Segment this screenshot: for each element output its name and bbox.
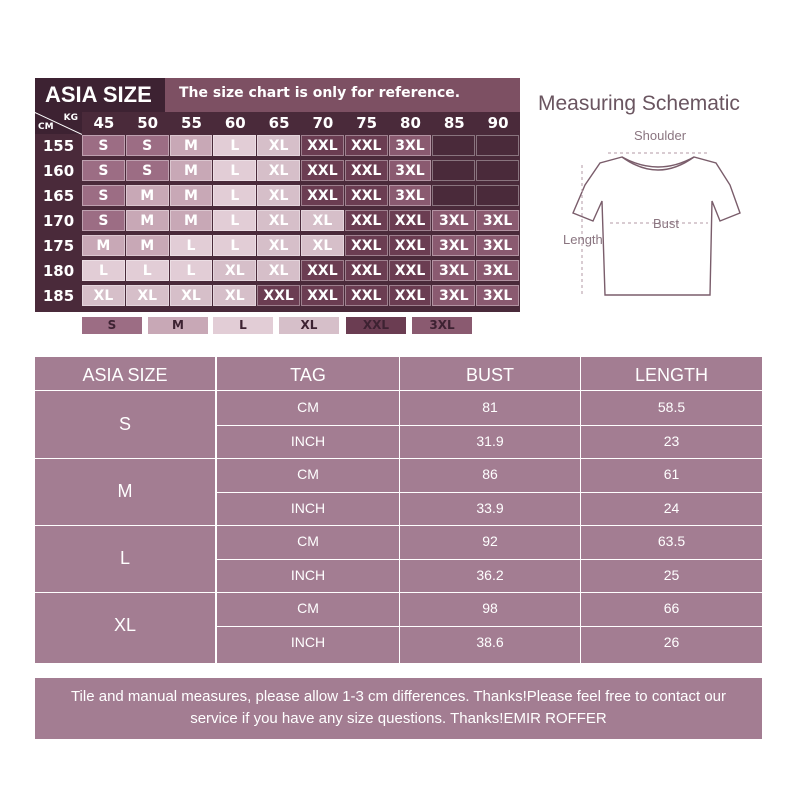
measure-bust: 86 [482, 466, 498, 482]
footer-note [35, 678, 762, 739]
size-cell [432, 185, 475, 206]
size-cell: XXL [301, 160, 344, 181]
size-cell: 3XL [432, 260, 475, 281]
header-bust: BUST [465, 365, 514, 385]
size-label: M [117, 481, 133, 501]
height-header: 165 [42, 187, 75, 205]
bust-label: Bust [653, 216, 680, 231]
measure-tag: CM [297, 399, 319, 415]
size-cell: 3XL [476, 260, 519, 281]
size-cell: S [82, 160, 125, 181]
size-cell: XL [126, 285, 169, 306]
size-cell: XXL [345, 135, 388, 156]
size-cell: 3XL [389, 160, 432, 181]
size-cell: XXL [257, 285, 300, 306]
legend-swatch: 3XL [412, 317, 472, 334]
size-cell: S [126, 160, 169, 181]
size-cell: M [82, 235, 125, 256]
height-header: 160 [42, 162, 75, 180]
size-label: XL [113, 615, 137, 635]
weight-header: 85 [443, 114, 465, 132]
size-cell: S [82, 210, 125, 231]
size-cell: XXL [389, 260, 432, 281]
row-divider [217, 425, 762, 426]
weight-header: 80 [400, 114, 421, 132]
measure-tag: INCH [290, 566, 326, 583]
measure-length: 24 [663, 499, 680, 516]
header-asia-size: ASIA SIZE [82, 365, 168, 385]
height-header: 155 [42, 137, 75, 155]
size-cell: XL [257, 260, 300, 281]
weight-header: 65 [268, 114, 290, 132]
size-cell: XL [257, 210, 300, 231]
size-cell: XL [213, 260, 256, 281]
size-cell [476, 185, 519, 206]
header-length: LENGTH [634, 365, 708, 385]
corner-kg-label: KG [63, 113, 78, 123]
weight-header: 90 [487, 114, 509, 132]
size-cell: L [170, 260, 213, 281]
size-cell: L [170, 235, 213, 256]
height-header: 180 [42, 262, 75, 280]
height-header: 170 [42, 212, 75, 230]
measure-length: 63.5 [657, 533, 686, 549]
size-cell: M [170, 210, 213, 231]
measure-tag: CM [297, 466, 319, 482]
measure-tag: INCH [290, 633, 326, 650]
size-cell: XXL [301, 260, 344, 281]
size-cell: M [126, 235, 169, 256]
measure-bust: 38.6 [476, 633, 504, 650]
weight-header: 55 [181, 114, 202, 132]
size-cell: XXL [389, 210, 432, 231]
size-cell: L [213, 210, 256, 231]
size-cell: M [170, 185, 213, 206]
weight-header: 60 [224, 114, 246, 132]
size-cell: L [82, 260, 125, 281]
size-cell: XL [257, 160, 300, 181]
measure-length: 25 [663, 566, 680, 583]
schematic-title: Measuring Schematic [538, 92, 740, 115]
measure-tag: CM [297, 600, 319, 616]
size-cell: 3XL [432, 210, 475, 231]
size-cell: XXL [345, 185, 388, 206]
size-cell: XL [301, 210, 344, 231]
size-cell: L [213, 160, 256, 181]
weight-header: 75 [356, 114, 378, 132]
size-cell: XL [257, 135, 300, 156]
size-cell: XL [82, 285, 125, 306]
size-cell: XL [170, 285, 213, 306]
measure-length: 26 [663, 633, 680, 650]
legend-swatch: S [82, 317, 142, 334]
grid-note: The size chart is only for reference. [165, 78, 520, 112]
size-cell: XXL [345, 210, 388, 231]
row-divider [217, 559, 762, 560]
size-cell: L [213, 235, 256, 256]
size-cell [432, 135, 475, 156]
footer-line-1: Tile and manual measures, please allow 1-3 cm differences. Thanks!Please feel free to contact our [70, 688, 727, 705]
measure-tag: CM [297, 533, 319, 549]
size-cell: XXL [389, 285, 432, 306]
measure-length: 61 [663, 466, 680, 482]
size-cell: XXL [345, 285, 388, 306]
measure-bust: 33.9 [476, 499, 504, 516]
size-cell: S [82, 185, 125, 206]
size-cell: XL [257, 235, 300, 256]
measure-bust: 98 [482, 600, 498, 616]
measure-bust: 36.2 [476, 566, 504, 583]
size-cell: XXL [345, 235, 388, 256]
size-cell: S [126, 135, 169, 156]
size-cell: XXL [301, 185, 344, 206]
tshirt-collar [622, 157, 694, 170]
size-cell: M [170, 135, 213, 156]
header-tag: TAG [290, 365, 326, 385]
size-cell: 3XL [389, 185, 432, 206]
row-divider [217, 492, 762, 493]
legend-swatch: M [148, 317, 208, 334]
legend-swatch: L [213, 317, 273, 334]
length-label: Length [563, 232, 603, 247]
size-cell: M [126, 210, 169, 231]
size-cell: S [82, 135, 125, 156]
size-cell: 3XL [432, 235, 475, 256]
size-cell: L [213, 185, 256, 206]
size-label: S [118, 414, 131, 434]
size-cell [476, 160, 519, 181]
size-cell [432, 160, 475, 181]
size-cell [476, 135, 519, 156]
measure-tag: INCH [290, 432, 326, 449]
size-cell: 3XL [476, 235, 519, 256]
grid-title: ASIA SIZE [35, 78, 165, 112]
size-cell: XL [213, 285, 256, 306]
weight-header: 45 [93, 114, 115, 132]
corner-cm-label: CM [38, 122, 54, 132]
size-cell: XXL [301, 135, 344, 156]
legend-swatch: XL [279, 317, 339, 334]
size-cell: XL [257, 185, 300, 206]
legend-swatch: XXL [346, 317, 406, 334]
measure-bust: 31.9 [476, 432, 504, 449]
measure-length: 58.5 [657, 399, 686, 415]
size-cell: XXL [345, 260, 388, 281]
size-cell: 3XL [432, 285, 475, 306]
weight-header: 70 [312, 114, 334, 132]
measure-length: 66 [663, 600, 680, 616]
size-label: L [119, 548, 130, 568]
size-cell: XXL [389, 235, 432, 256]
size-cell: 3XL [476, 210, 519, 231]
size-cell: M [126, 185, 169, 206]
height-header: 175 [42, 237, 75, 255]
size-cell: XXL [345, 160, 388, 181]
size-cell: XXL [301, 285, 344, 306]
size-cell: M [170, 160, 213, 181]
measure-bust: 81 [482, 399, 498, 415]
size-cell: L [126, 260, 169, 281]
size-cell: L [213, 135, 256, 156]
height-header: 185 [42, 287, 75, 305]
grid-corner [35, 112, 82, 134]
shoulder-label: Shoulder [634, 128, 687, 143]
footer-line-2: service if you have any size questions. Thanks!EMIR ROFFER [190, 710, 607, 727]
measure-tag: INCH [290, 499, 326, 516]
measure-length: 23 [663, 432, 680, 449]
size-cell: 3XL [389, 135, 432, 156]
row-divider [217, 626, 762, 627]
measure-bust: 92 [482, 533, 498, 549]
size-cell: XL [301, 235, 344, 256]
size-cell: 3XL [476, 285, 519, 306]
weight-header: 50 [137, 114, 159, 132]
